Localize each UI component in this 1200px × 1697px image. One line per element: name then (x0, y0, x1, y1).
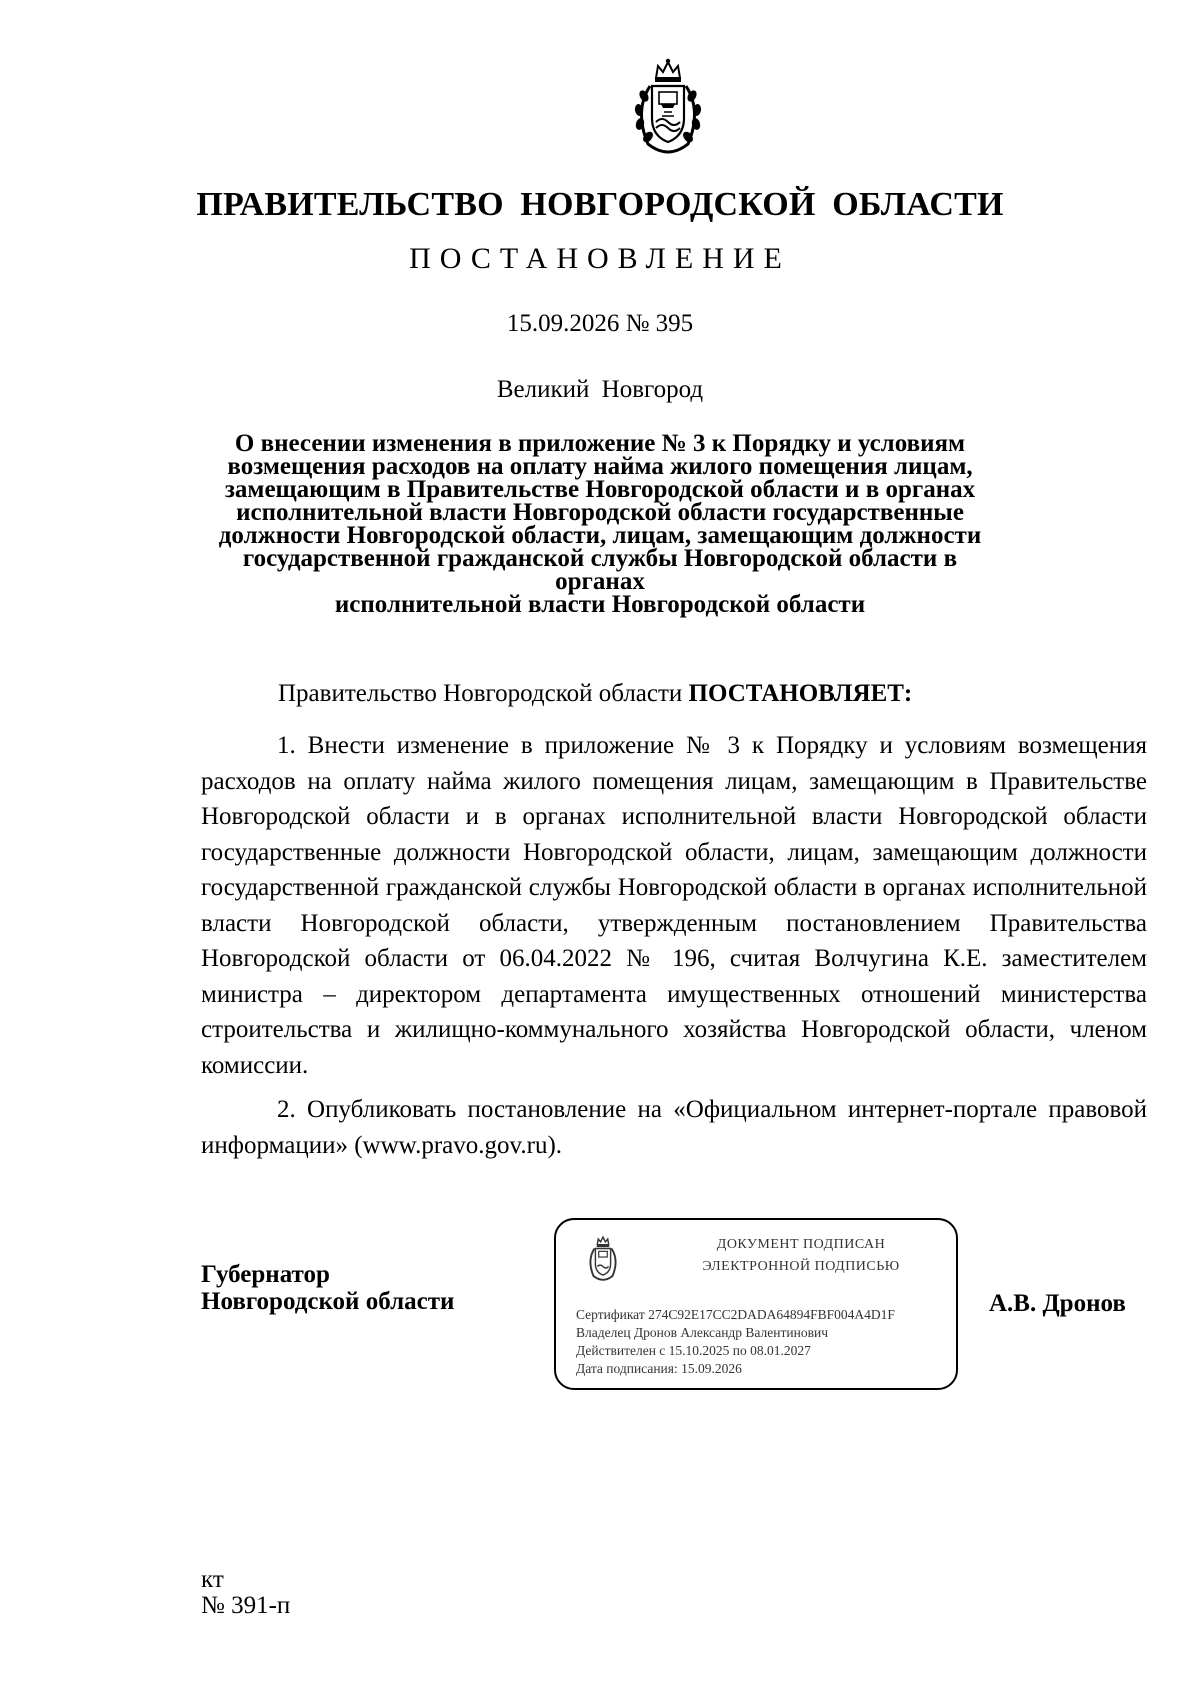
position-line-1: Губернатор (201, 1261, 330, 1288)
internal-number: № 391-п (201, 1592, 291, 1619)
title-line: О внесении изменения в приложение № 3 к Порядку и условиям (234, 430, 966, 457)
paragraph-2: 2. Опубликовать постановление на «Официальном интернет-портале правовой информации» (www.pravo.gov.ru). (201, 1096, 1147, 1159)
intro-emphasis: ПОСТАНОВЛЯЕТ: (688, 680, 913, 707)
title-line: замещающим в Правительстве Новгородской области и в органах (224, 476, 976, 503)
coat-of-arms-icon (584, 1234, 622, 1282)
stamp-heading-line-2: ЭЛЕКТРОННОЙ ПОДПИСЬЮ (702, 1259, 900, 1274)
stamp-heading-line-1: ДОКУМЕНТ ПОДПИСАН (716, 1237, 886, 1252)
electronic-signature-stamp (554, 1218, 958, 1390)
date-and-number: 15.09.2026 № 395 (506, 310, 694, 337)
coat-of-arms-icon (628, 56, 708, 156)
title-line: исполнительной власти Новгородской области (334, 591, 866, 618)
title-line: исполнительной власти Новгородской области государственные (236, 499, 964, 526)
executor-initials: кт (201, 1566, 224, 1593)
organization-name: ПРАВИТЕЛЬСТВО НОВГОРОДСКОЙ ОБЛАСТИ (196, 186, 1004, 223)
position-line-2: Новгородской области (201, 1288, 455, 1315)
title-line: возмещения расходов на оплату найма жилого помещения лицам, (227, 453, 973, 480)
paragraph-1: 1. Внести изменение в приложение № 3 к Порядку и условиям возмещения расходов на оплату найма жилого помещения лицам, замещающим в Правительстве Новгородской области и в органах исполнительной власти Новгородской области государственные должности Новгородской области, лицам, замещающим должности государственной гражданской службы Новгородской области в органах исполнительной власти Новгородской области, утвержденным постановлением Правительства Новгородской области от 06.04.2022 № 196, считая Волчугина К.Е. заместителем министра – директором департамента имущественных отношений министерства строительства и жилищно-коммунального хозяйства Новгородской области, членом комиссии. (201, 732, 1147, 1079)
document-title (200, 432, 1000, 616)
stamp-heading (656, 1234, 946, 1278)
title-line: государственной гражданской службы Новгородской области в органах (242, 545, 958, 595)
certificate-validity: Действителен с 15.10.2025 по 08.01.2027 (576, 1343, 811, 1358)
intro-text: Правительство Новгородской области (278, 680, 689, 707)
signatory-position (201, 1261, 454, 1315)
title-line: должности Новгородской области, лицам, замещающим должности (218, 522, 982, 549)
certificate-number: Сертификат 274C92E17CC2DADA64894FBF004A4D1F (576, 1307, 895, 1322)
footer-note (201, 1567, 290, 1619)
signer-name: А.В. Дронов (989, 1290, 1126, 1317)
document-type: ПОСТАНОВЛЕНИЕ (409, 242, 791, 275)
certificate-owner: Владелец Дронов Александр Валентинович (576, 1325, 828, 1340)
city: Великий Новгород (496, 376, 704, 403)
signing-date: Дата подписания: 15.09.2026 (576, 1361, 742, 1376)
stamp-details (576, 1306, 895, 1378)
resolution-intro (278, 680, 1098, 708)
